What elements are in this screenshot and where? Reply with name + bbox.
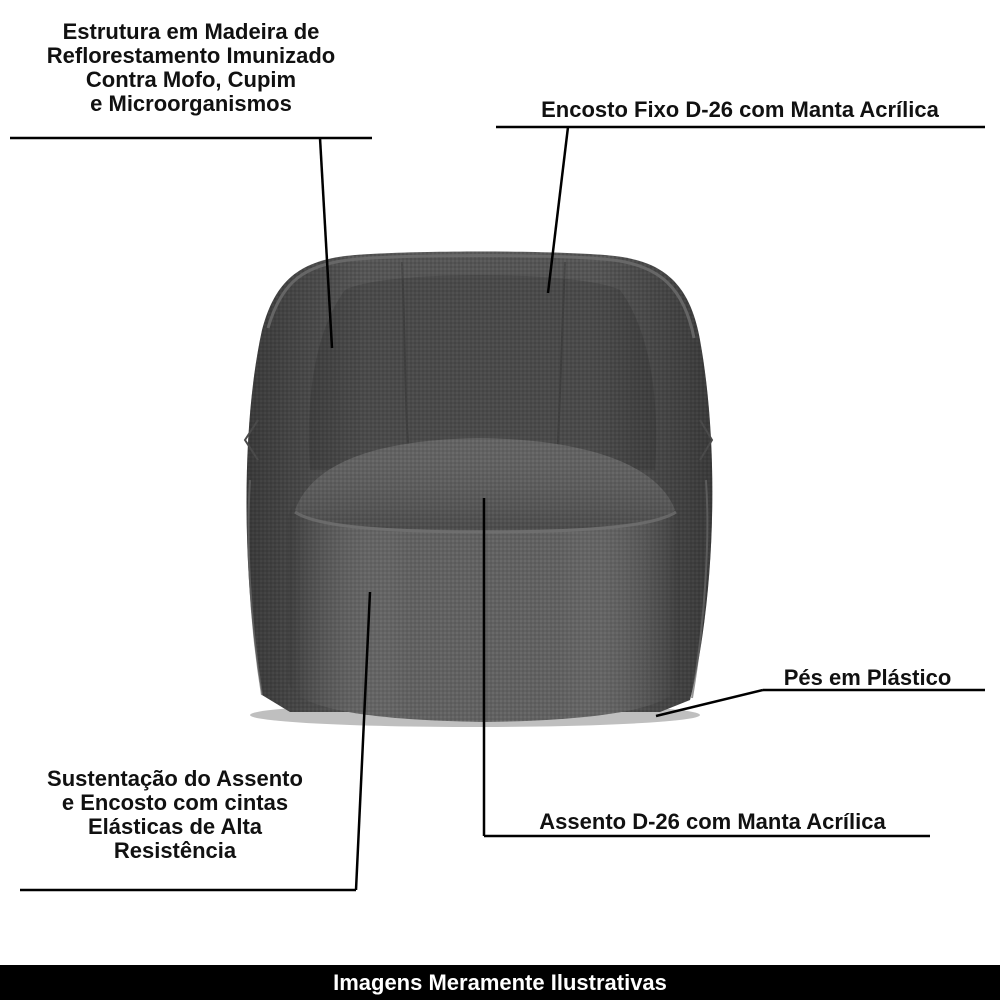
label-estrutura-line1: Estrutura em Madeira de	[62, 19, 320, 44]
label-estrutura-line4: e Microorganismos	[90, 91, 292, 116]
label-sustentacao-line1: Sustentação do Assento	[47, 766, 303, 791]
label-pes: Pés em Plástico	[783, 665, 952, 690]
label-estrutura	[10, 20, 372, 116]
label-sustentacao	[10, 767, 340, 863]
footer-disclaimer: Imagens Meramente Ilustrativas	[0, 965, 1000, 1000]
label-sustentacao-line3: Elásticas de Alta	[87, 814, 263, 839]
label-sustentacao-line2: e Encosto com cintas	[61, 790, 289, 815]
label-estrutura-line2: Reflorestamento Imunizado	[46, 43, 336, 68]
label-sustentacao-line4: Resistência	[113, 838, 237, 863]
label-estrutura-line3: Contra Mofo, Cupim	[85, 67, 297, 92]
label-encosto: Encosto Fixo D-26 com Manta Acrílica	[541, 97, 939, 122]
label-assento: Assento D-26 com Manta Acrílica	[539, 809, 886, 834]
